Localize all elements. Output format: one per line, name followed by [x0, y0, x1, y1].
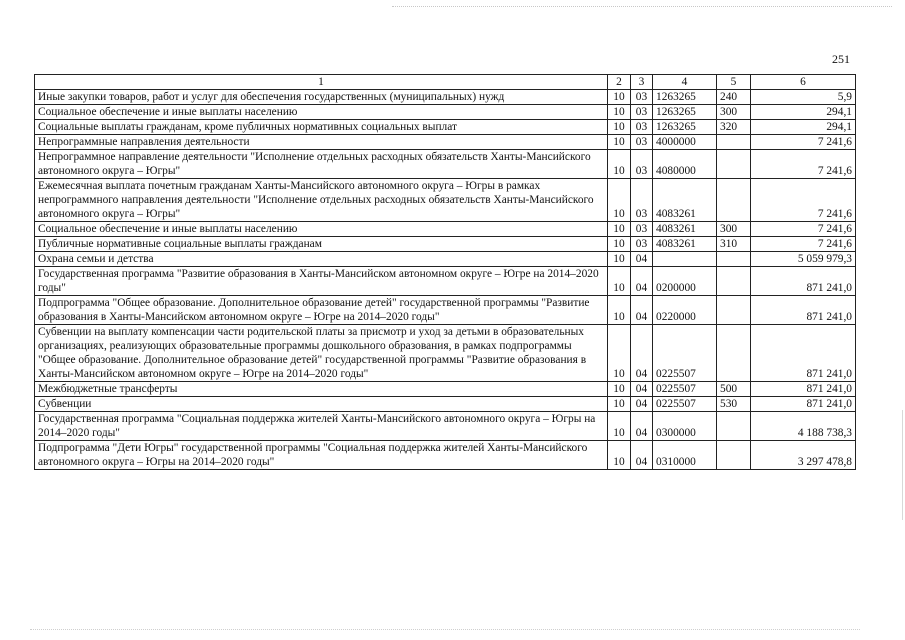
cell-target: 0225507	[653, 397, 717, 412]
cell-section: 10	[608, 90, 631, 105]
cell-section: 10	[608, 397, 631, 412]
cell-expense-type	[717, 135, 751, 150]
table-row	[35, 120, 856, 135]
cell-amount: 7 241,6	[751, 237, 856, 252]
table-row	[35, 267, 856, 296]
cell-expense-type	[717, 412, 751, 441]
cell-section: 10	[608, 150, 631, 179]
cell-section: 10	[608, 267, 631, 296]
cell-amount: 871 241,0	[751, 325, 856, 382]
table-row	[35, 150, 856, 179]
cell-section: 10	[608, 222, 631, 237]
cell-expense-type: 530	[717, 397, 751, 412]
table-row	[35, 382, 856, 397]
table-row	[35, 105, 856, 120]
table-row	[35, 179, 856, 222]
table-row	[35, 90, 856, 105]
cell-section: 10	[608, 252, 631, 267]
cell-expense-type: 310	[717, 237, 751, 252]
cell-subsection: 03	[631, 222, 653, 237]
cell-subsection: 03	[631, 150, 653, 179]
cell-name: Социальные выплаты гражданам, кроме публичных нормативных социальных выплат	[35, 120, 608, 135]
cell-subsection: 03	[631, 90, 653, 105]
cell-amount: 294,1	[751, 120, 856, 135]
cell-amount: 871 241,0	[751, 267, 856, 296]
cell-target: 4080000	[653, 150, 717, 179]
cell-amount: 5,9	[751, 90, 856, 105]
header-name: 1	[35, 75, 608, 90]
cell-section: 10	[608, 296, 631, 325]
cell-section: 10	[608, 441, 631, 470]
cell-section: 10	[608, 412, 631, 441]
cell-amount: 7 241,6	[751, 135, 856, 150]
cell-amount: 871 241,0	[751, 397, 856, 412]
cell-amount: 3 297 478,8	[751, 441, 856, 470]
cell-subsection: 03	[631, 179, 653, 222]
cell-name: Подпрограмма "Общее образование. Дополнительное образование детей" государственной программы "Развитие образования в Ханты-Мансийском автономном округе – Югре на 2014–2020 годы"	[35, 296, 608, 325]
cell-section: 10	[608, 382, 631, 397]
scan-artifact-top	[392, 6, 892, 8]
cell-target: 4083261	[653, 179, 717, 222]
cell-name: Публичные нормативные социальные выплаты гражданам	[35, 237, 608, 252]
cell-target: 0200000	[653, 267, 717, 296]
cell-amount: 871 241,0	[751, 382, 856, 397]
table-row	[35, 237, 856, 252]
cell-name: Охрана семьи и детства	[35, 252, 608, 267]
cell-name: Социальное обеспечение и иные выплаты населению	[35, 105, 608, 120]
cell-subsection: 03	[631, 120, 653, 135]
cell-section: 10	[608, 325, 631, 382]
cell-expense-type: 240	[717, 90, 751, 105]
table-row	[35, 397, 856, 412]
cell-name: Государственная программа "Развитие образования в Ханты-Мансийском автономном округе – Югре на 2014–2020 годы"	[35, 267, 608, 296]
table-row	[35, 222, 856, 237]
cell-expense-type: 300	[717, 222, 751, 237]
cell-expense-type	[717, 179, 751, 222]
table-row	[35, 325, 856, 382]
cell-target: 0220000	[653, 296, 717, 325]
cell-target: 0225507	[653, 325, 717, 382]
cell-expense-type: 500	[717, 382, 751, 397]
cell-target: 0300000	[653, 412, 717, 441]
header-section: 2	[608, 75, 631, 90]
table-row	[35, 441, 856, 470]
cell-target: 4083261	[653, 222, 717, 237]
cell-name: Подпрограмма "Дети Югры" государственной программы "Социальная поддержка жителей Ханты-Мансийского автономного округа – Югры на 2014–2020 годы"	[35, 441, 608, 470]
cell-amount: 4 188 738,3	[751, 412, 856, 441]
header-subsection: 3	[631, 75, 653, 90]
cell-amount: 7 241,6	[751, 179, 856, 222]
scan-artifact-bottom	[30, 629, 860, 631]
header-expense-type: 5	[717, 75, 751, 90]
cell-target: 1263265	[653, 90, 717, 105]
cell-subsection: 04	[631, 412, 653, 441]
cell-target: 4000000	[653, 135, 717, 150]
cell-target: 4083261	[653, 237, 717, 252]
table-row	[35, 135, 856, 150]
cell-subsection: 03	[631, 237, 653, 252]
table-row	[35, 412, 856, 441]
cell-name: Непрограммное направление деятельности "Исполнение отдельных расходных обязательств Ханты-Мансийского автономного округа – Югры"	[35, 150, 608, 179]
cell-target: 1263265	[653, 105, 717, 120]
cell-expense-type: 320	[717, 120, 751, 135]
cell-subsection: 04	[631, 296, 653, 325]
header-target: 4	[653, 75, 717, 90]
cell-subsection: 04	[631, 252, 653, 267]
cell-name: Непрограммные направления деятельности	[35, 135, 608, 150]
cell-name: Иные закупки товаров, работ и услуг для обеспечения государственных (муниципальных) нужд	[35, 90, 608, 105]
cell-name: Субвенции на выплату компенсации части родительской платы за присмотр и уход за детьми в образовательных организациях, реализующих образовательные программы дошкольного образования, в рамках подпрограммы "Общее образование. Дополнительное образование детей" государственной программы "Развитие образования в Ханты-Мансийском автономном округе – Югре на 2014–2020 годы"	[35, 325, 608, 382]
cell-amount: 5 059 979,3	[751, 252, 856, 267]
cell-expense-type	[717, 150, 751, 179]
table-row	[35, 296, 856, 325]
cell-expense-type: 300	[717, 105, 751, 120]
cell-target: 1263265	[653, 120, 717, 135]
cell-subsection: 04	[631, 441, 653, 470]
header-amount: 6	[751, 75, 856, 90]
cell-section: 10	[608, 237, 631, 252]
cell-section: 10	[608, 105, 631, 120]
cell-expense-type	[717, 267, 751, 296]
cell-expense-type	[717, 325, 751, 382]
cell-name: Ежемесячная выплата почетным гражданам Ханты-Мансийского автономного округа – Югры в рамках непрограммного направления деятельности "Исполнение отдельных расходных обязательств Ханты-Мансийского автономного округа – Югры"	[35, 179, 608, 222]
cell-subsection: 04	[631, 267, 653, 296]
cell-expense-type	[717, 441, 751, 470]
cell-target: 0310000	[653, 441, 717, 470]
header-row	[35, 75, 856, 90]
cell-name: Социальное обеспечение и иные выплаты населению	[35, 222, 608, 237]
cell-name: Субвенции	[35, 397, 608, 412]
cell-subsection: 04	[631, 325, 653, 382]
cell-subsection: 04	[631, 382, 653, 397]
cell-expense-type	[717, 296, 751, 325]
cell-name: Государственная программа "Социальная поддержка жителей Ханты-Мансийского автономного округа – Югры на 2014–2020 годы"	[35, 412, 608, 441]
cell-subsection: 03	[631, 135, 653, 150]
page-number: 251	[832, 52, 850, 66]
cell-section: 10	[608, 120, 631, 135]
cell-name: Межбюджетные трансферты	[35, 382, 608, 397]
cell-amount: 7 241,6	[751, 222, 856, 237]
cell-target	[653, 252, 717, 267]
budget-table	[34, 74, 856, 470]
cell-subsection: 03	[631, 105, 653, 120]
scan-artifact-right	[902, 410, 904, 520]
cell-section: 10	[608, 179, 631, 222]
cell-section: 10	[608, 135, 631, 150]
cell-amount: 871 241,0	[751, 296, 856, 325]
table-body	[35, 90, 856, 470]
table-row	[35, 252, 856, 267]
cell-expense-type	[717, 252, 751, 267]
cell-amount: 7 241,6	[751, 150, 856, 179]
cell-subsection: 04	[631, 397, 653, 412]
cell-amount: 294,1	[751, 105, 856, 120]
cell-target: 0225507	[653, 382, 717, 397]
